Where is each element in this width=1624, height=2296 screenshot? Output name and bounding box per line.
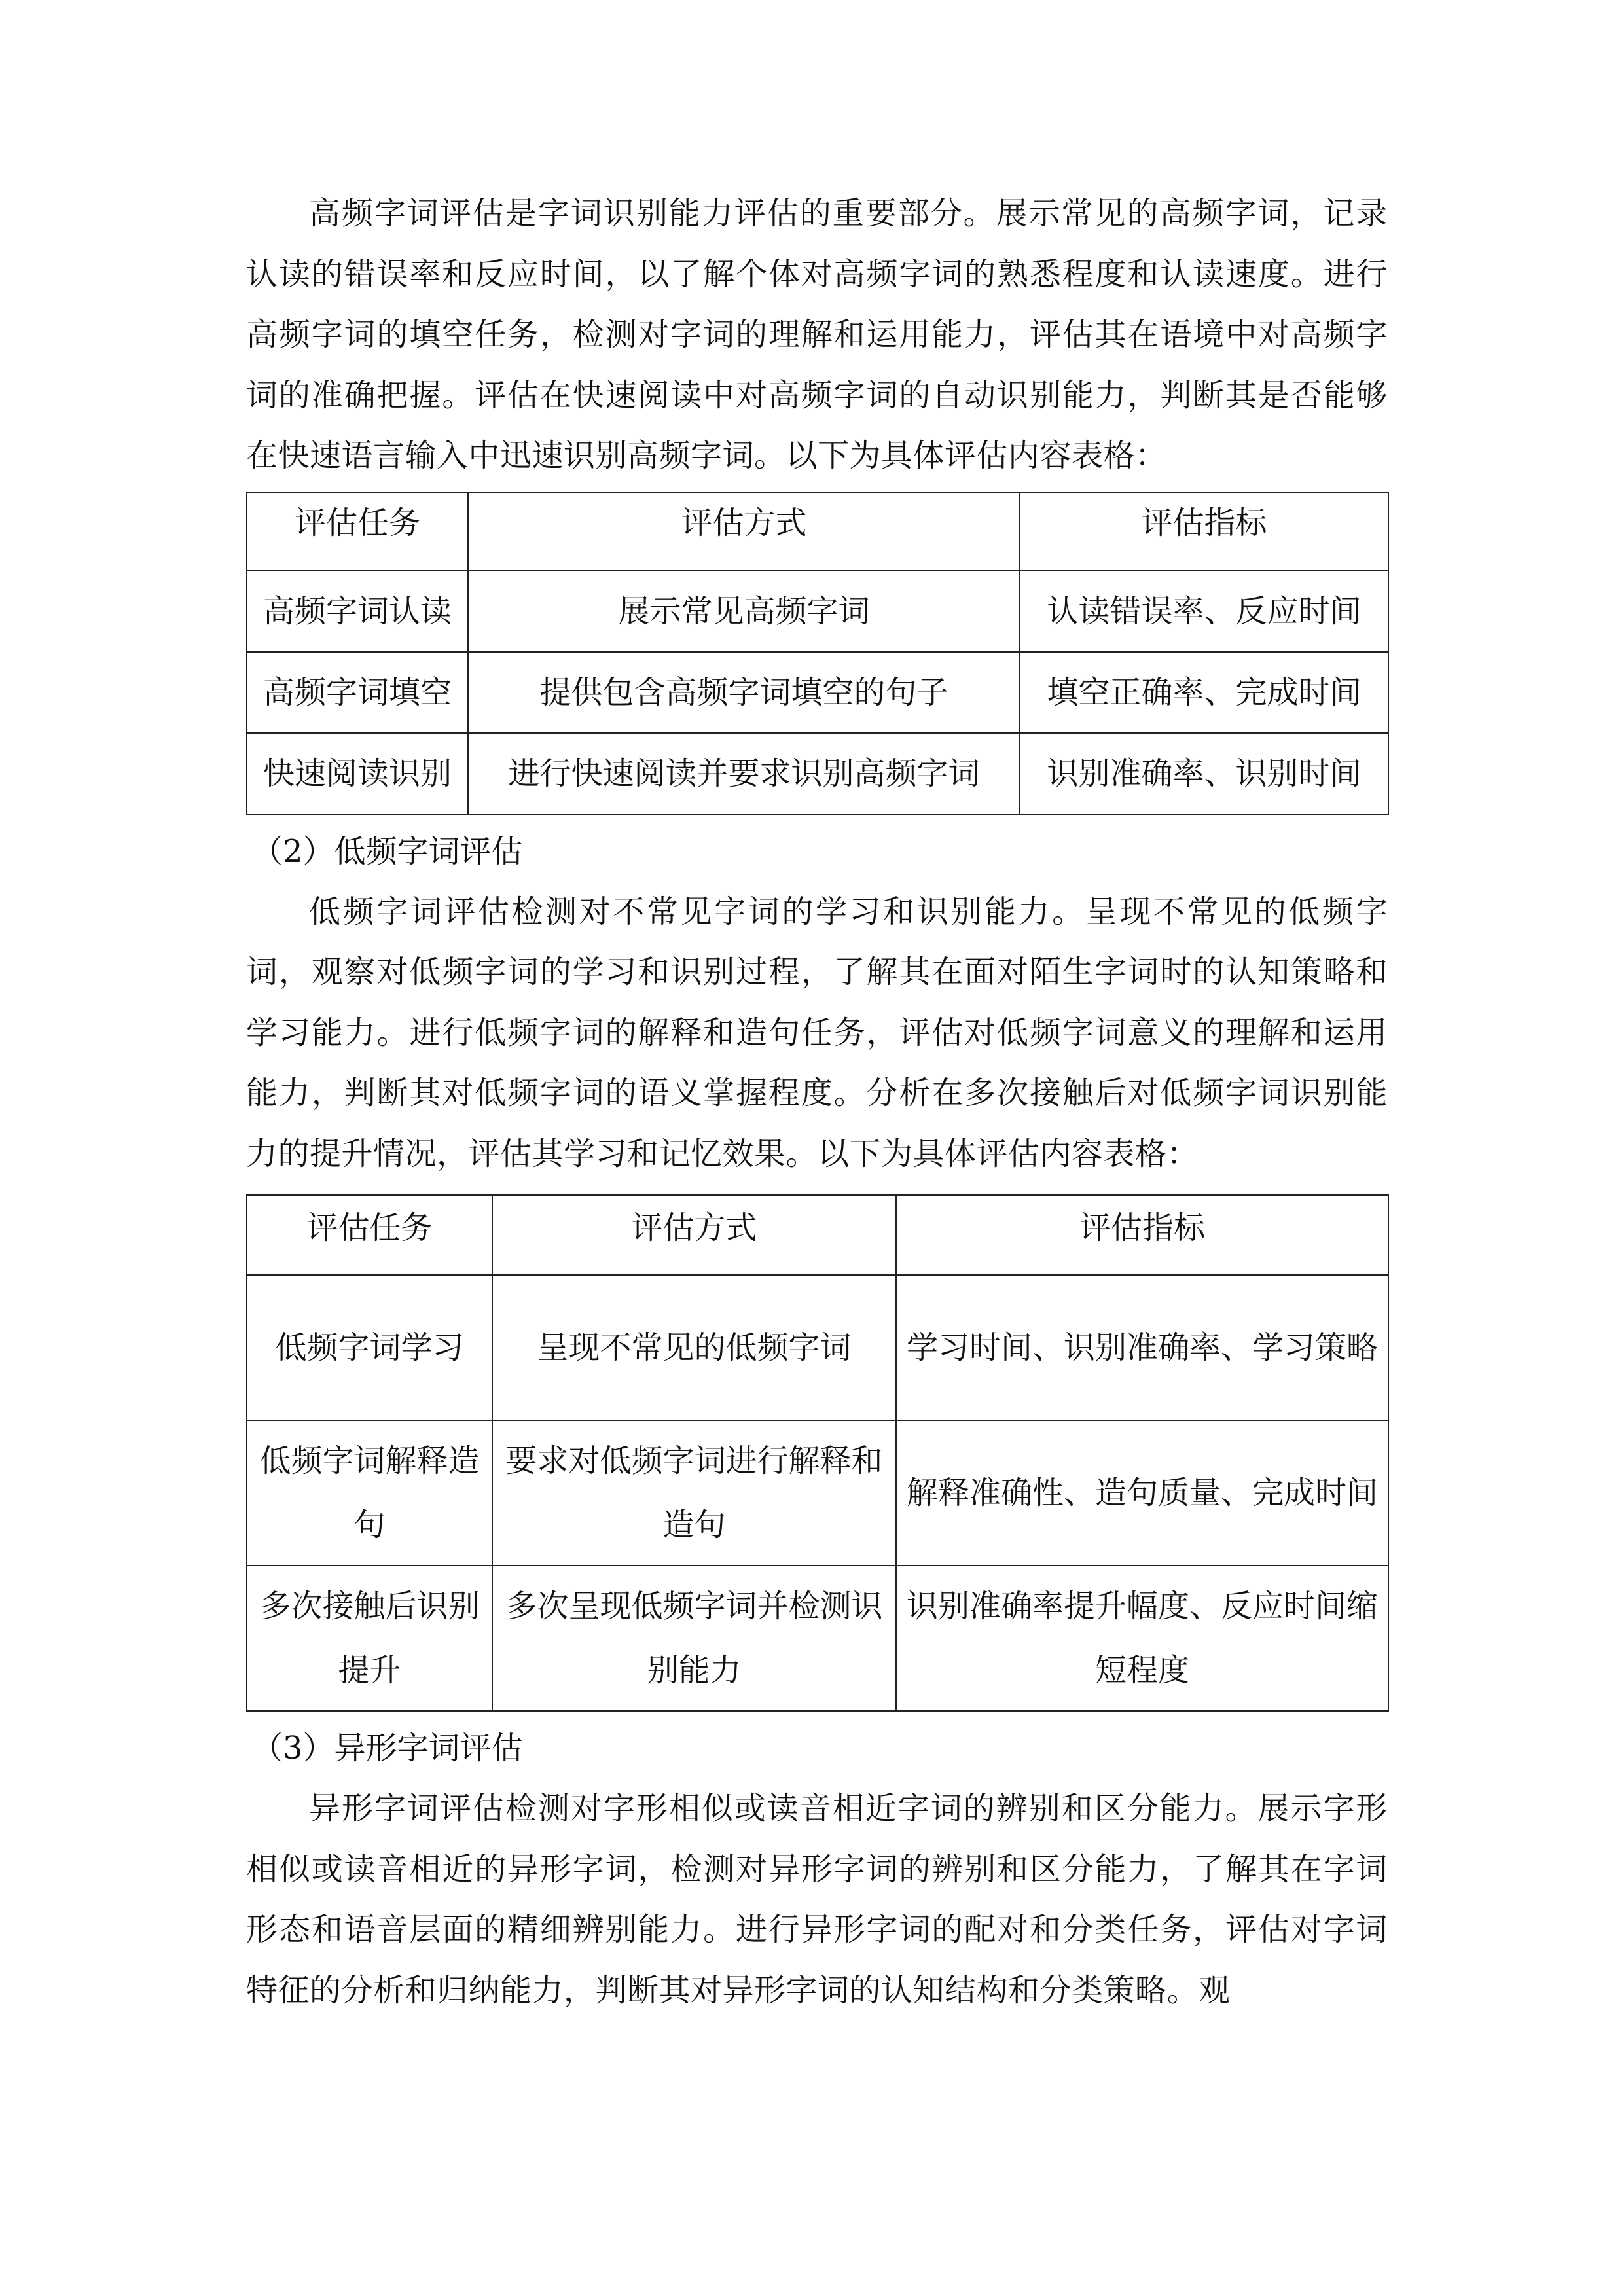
table-header-row [247, 1195, 1388, 1275]
table-cell: 认读错误率、反应时间 [1020, 571, 1388, 652]
low-frequency-table [246, 1194, 1389, 1712]
table-header-cell: 评估指标 [1020, 492, 1388, 571]
table-header-cell: 评估任务 [247, 1195, 492, 1275]
table-cell: 填空正确率、完成时间 [1020, 652, 1388, 733]
table-cell: 识别准确率、识别时间 [1020, 733, 1388, 814]
table-row [247, 571, 1388, 652]
table-row [247, 1566, 1388, 1711]
table-row [247, 1420, 1388, 1566]
section3-paragraph: 异形字词评估检测对字形相似或读音相近字词的辨别和区分能力。展示字形相似或读音相近的异形字词，检测对异形字词的辨别和区分能力，了解其在字词形态和语音层面的精细辨别能力。进行异形字词的配对和分类任务，评估对字词特征的分析和归纳能力，判断其对异形字词的认知结构和分类策略。观 [246, 1790, 1388, 2009]
table-cell: 高频字词认读 [247, 571, 468, 652]
section3-heading: （3）异形字词评估 [251, 1730, 523, 1767]
table-cell: 低频字词解释造句 [247, 1420, 492, 1566]
table-cell: 解释准确性、造句质量、完成时间 [896, 1420, 1388, 1566]
table-cell: 识别准确率提升幅度、反应时间缩短程度 [896, 1566, 1388, 1711]
table-cell: 呈现不常见的低频字词 [492, 1275, 896, 1420]
section2-paragraph: 低频字词评估检测对不常见字词的学习和识别能力。呈现不常见的低频字词，观察对低频字词的学习和识别过程，了解其在面对陌生字词时的认知策略和学习能力。进行低频字词的解释和造句任务，评估对低频字词意义的理解和运用能力，判断其对低频字词的语义掌握程度。分析在多次接触后对低频字词识别能力的提升情况，评估其学习和记忆效果。以下为具体评估内容表格： [246, 893, 1388, 1172]
table-header-cell: 评估方式 [492, 1195, 896, 1275]
table-cell: 展示常见高频字词 [468, 571, 1020, 652]
table-cell: 快速阅读识别 [247, 733, 468, 814]
table-header-cell: 评估任务 [247, 492, 468, 571]
table-row [247, 733, 1388, 814]
table-cell: 进行快速阅读并要求识别高频字词 [468, 733, 1020, 814]
section2-heading: （2）低频字词评估 [251, 833, 523, 870]
table-header-row [247, 492, 1388, 571]
table-cell: 低频字词学习 [247, 1275, 492, 1420]
table-cell: 多次呈现低频字词并检测识别能力 [492, 1566, 896, 1711]
document-page [246, 183, 1388, 2020]
table-header-cell: 评估方式 [468, 492, 1020, 571]
table-cell: 提供包含高频字词填空的句子 [468, 652, 1020, 733]
table-row [247, 652, 1388, 733]
table-cell: 要求对低频字词进行解释和造句 [492, 1420, 896, 1566]
table-cell: 学习时间、识别准确率、学习策略 [896, 1275, 1388, 1420]
table-cell: 多次接触后识别提升 [247, 1566, 492, 1711]
table-cell: 高频字词填空 [247, 652, 468, 733]
table-header-cell: 评估指标 [896, 1195, 1388, 1275]
table-row [247, 1275, 1388, 1420]
section1-paragraph: 高频字词评估是字词识别能力评估的重要部分。展示常见的高频字词，记录认读的错误率和反应时间，以了解个体对高频字词的熟悉程度和认读速度。进行高频字词的填空任务，检测对字词的理解和运用能力，评估其在语境中对高频字词的准确把握。评估在快速阅读中对高频字词的自动识别能力，判断其是否能够在快速语言输入中迅速识别高频字词。以下为具体评估内容表格： [246, 195, 1388, 474]
high-frequency-table [246, 492, 1389, 815]
